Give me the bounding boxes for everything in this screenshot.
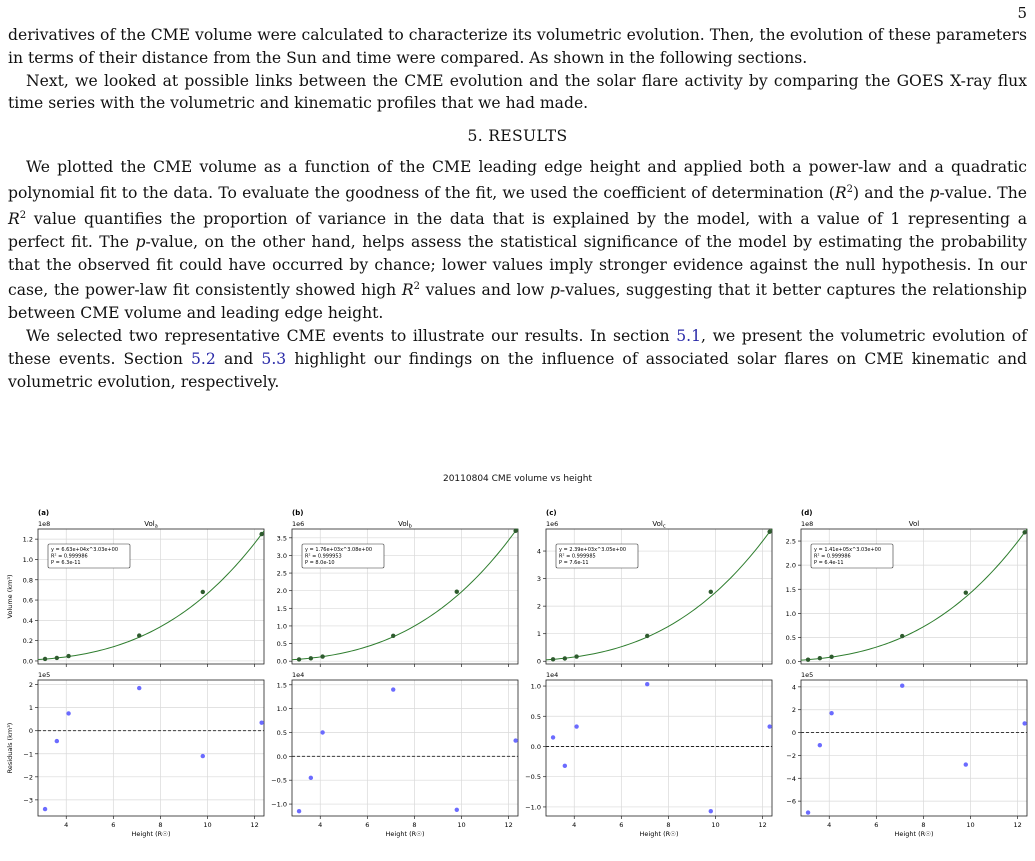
legend-text: y = 1.41e+05x^3.03e+00 xyxy=(814,547,881,553)
data-point xyxy=(829,655,833,659)
y-tick-label: 0 xyxy=(791,729,796,738)
body-text xyxy=(8,24,1027,394)
x-tick-label: 6 xyxy=(365,821,370,829)
y-tick-label: −1.0 xyxy=(525,803,541,812)
residual-point xyxy=(563,764,567,768)
y-tick-label: 1 xyxy=(28,704,33,713)
panel-label: (c) xyxy=(546,509,557,517)
data-point xyxy=(259,532,263,536)
data-point xyxy=(137,633,141,637)
y-tick-label: 2.0 xyxy=(785,561,796,570)
x-tick-label: 12 xyxy=(1013,821,1022,829)
data-point xyxy=(563,656,567,660)
y-tick-label: 4 xyxy=(536,547,541,556)
x-axis-label: Height (R☉) xyxy=(894,830,934,838)
data-point xyxy=(709,590,713,594)
residual-multiplier: 1e4 xyxy=(292,671,305,679)
residual-point xyxy=(137,686,141,690)
y-tick-label: 2.5 xyxy=(276,569,287,578)
y-multiplier: 1e6 xyxy=(292,520,305,528)
residual-frame xyxy=(546,680,772,816)
panel-title: Vol$_a$ xyxy=(144,520,158,530)
y-tick-label: 2.5 xyxy=(785,537,796,546)
y-tick-label: −2 xyxy=(786,751,796,760)
data-point xyxy=(391,634,395,638)
residual-point xyxy=(767,724,771,728)
residual-point xyxy=(66,711,70,715)
residual-point xyxy=(574,724,578,728)
data-point xyxy=(513,529,517,533)
y-tick-label: 0.4 xyxy=(22,616,33,625)
residual-point xyxy=(1022,721,1026,725)
data-point xyxy=(900,634,904,638)
y-tick-label: 1.0 xyxy=(530,682,541,691)
residual-point xyxy=(297,809,301,813)
legend-text: R² = 0.999986 xyxy=(814,553,851,560)
y-tick-label: 0.2 xyxy=(22,637,33,646)
residual-point xyxy=(829,711,833,715)
y-tick-label: 0.0 xyxy=(785,658,796,667)
y-tick-label: 1.0 xyxy=(785,609,796,618)
legend-text: y = 1.76e+03x^3.08e+00 xyxy=(305,547,372,553)
residual-point xyxy=(818,743,822,747)
y-tick-label: 1.5 xyxy=(276,604,287,613)
y-tick-label: 0.5 xyxy=(276,640,287,649)
y-tick-label: −6 xyxy=(786,797,796,806)
panel-c xyxy=(525,509,772,838)
residual-point xyxy=(391,687,395,691)
y-tick-label: −2 xyxy=(23,773,33,782)
x-tick-label: 6 xyxy=(619,821,624,829)
figure-title: 20110804 CME volume vs height xyxy=(442,474,593,484)
y-tick-label: −0.5 xyxy=(271,776,287,785)
residual-multiplier: 1e5 xyxy=(38,671,51,679)
legend-text: y = 6.63e+04x^3.03e+00 xyxy=(51,547,118,553)
section-ref-5-2[interactable]: 5.2 xyxy=(191,349,216,368)
residual-point xyxy=(320,730,324,734)
y-tick-label: 1.0 xyxy=(22,555,33,564)
legend-text: P = 6.4e-11 xyxy=(814,560,844,566)
x-tick-label: 6 xyxy=(874,821,879,829)
residual-point xyxy=(964,762,968,766)
paragraph-3: We plotted the CME volume as a function of the CME leading edge height and applied both a power-law and a quadratic polynomial fit to the data. To evaluate the goodness of the fit, we used the coefficient of determination $(R^2)$ and the p-value. The $R^2$ value quantifies the proportion of variance in the data that is explained by the model, with a value of 1 representing a perfect fit. The p-value, on the other hand, helps assess the statistical significance of the model by estimating the probability that the observed fit could have occurred by chance; lower values imply stronger evidence against the null hypothesis. In our case, the power-law fit consistently showed high $R^2$ values and low p-values, suggesting that it better captures the relationship between CME volume and leading edge height. xyxy=(8,157,1027,323)
x-tick-label: 12 xyxy=(758,821,767,829)
x-tick-label: 6 xyxy=(111,821,116,829)
panel-title: Vol xyxy=(908,520,920,528)
residual-point xyxy=(55,739,59,743)
panel-label: (a) xyxy=(38,509,50,517)
legend-text: R² = 0.999986 xyxy=(51,553,88,560)
data-point xyxy=(964,590,968,594)
panel-title: Vol$_c$ xyxy=(652,520,666,530)
x-tick-label: 12 xyxy=(250,821,259,829)
legend-text: y = 2.39e+03x^3.05e+00 xyxy=(559,547,626,553)
section-ref-5-1[interactable]: 5.1 xyxy=(676,327,702,346)
data-point xyxy=(818,656,822,660)
data-point xyxy=(574,654,578,658)
y-tick-label: −1 xyxy=(23,750,33,759)
x-tick-label: 10 xyxy=(966,821,975,829)
legend-text: P = 6.3e-11 xyxy=(51,560,81,566)
y-tick-label: 0 xyxy=(536,657,541,666)
y-tick-label: 0.5 xyxy=(276,728,287,737)
y-tick-label: 0.0 xyxy=(530,742,541,751)
data-point xyxy=(309,656,313,660)
panel-title: Vol$_b$ xyxy=(398,520,412,530)
residual-point xyxy=(806,810,810,814)
residual-point xyxy=(259,720,263,724)
legend-text: P = 8.0e-10 xyxy=(305,560,335,566)
residual-point xyxy=(645,682,649,686)
section-ref-5-3[interactable]: 5.3 xyxy=(261,349,287,368)
x-tick-label: 8 xyxy=(666,821,671,829)
y-multiplier: 1e8 xyxy=(801,520,814,528)
y-tick-label: 4 xyxy=(791,683,796,692)
y-tick-label: −0.5 xyxy=(525,773,541,782)
residual-multiplier: 1e4 xyxy=(546,671,559,679)
y-tick-label: 1.2 xyxy=(22,535,33,544)
x-tick-label: 10 xyxy=(203,821,212,829)
y-tick-label: 0.0 xyxy=(22,657,33,666)
x-tick-label: 10 xyxy=(457,821,466,829)
residual-point xyxy=(43,807,47,811)
x-tick-label: 12 xyxy=(504,821,513,829)
panel-label: (b) xyxy=(292,509,304,517)
legend-text: R² = 0.999985 xyxy=(559,553,596,560)
x-axis-label: Height (R☉) xyxy=(385,830,425,838)
y-tick-label: 1.5 xyxy=(276,681,287,690)
y-tick-label: 0.8 xyxy=(22,576,33,585)
y-tick-label: 1 xyxy=(536,630,541,639)
data-point xyxy=(43,657,47,661)
residual-frame xyxy=(292,680,518,816)
y-tick-label: 2.0 xyxy=(276,587,287,596)
residual-point xyxy=(709,809,713,813)
x-tick-label: 4 xyxy=(64,821,69,829)
residual-point xyxy=(201,754,205,758)
y-axis-label: Volume (km³) xyxy=(6,574,14,619)
panel-title-subscript: c xyxy=(662,523,666,530)
x-axis-label: Height (R☉) xyxy=(639,830,679,838)
x-axis-label: Height (R☉) xyxy=(131,830,171,838)
panel-d xyxy=(786,509,1027,838)
x-tick-label: 4 xyxy=(572,821,577,829)
data-point xyxy=(320,654,324,658)
y-tick-label: 2 xyxy=(28,681,33,690)
x-tick-label: 8 xyxy=(921,821,926,829)
y-tick-label: 0.5 xyxy=(530,712,541,721)
y-tick-label: −3 xyxy=(23,796,33,805)
legend-text: P = 7.6e-11 xyxy=(559,560,589,566)
y-tick-label: 0.0 xyxy=(276,657,287,666)
data-point xyxy=(297,657,301,661)
residual-frame xyxy=(38,680,264,816)
data-point xyxy=(55,656,59,660)
y-tick-label: 3.0 xyxy=(276,551,287,560)
residual-multiplier: 1e5 xyxy=(801,671,814,679)
data-point xyxy=(767,530,771,534)
x-tick-label: 8 xyxy=(412,821,417,829)
paragraph-2: Next, we looked at possible links between the CME evolution and the solar flare activity by comparing the GOES X-ray flux time series with the volumetric and kinematic profiles that we had made. xyxy=(8,71,1027,113)
y-tick-label: 0.6 xyxy=(22,596,33,605)
page-number: 5 xyxy=(1017,4,1027,22)
residual-point xyxy=(513,738,517,742)
figure-panels xyxy=(0,481,1035,861)
y-tick-label: −1.0 xyxy=(271,800,287,809)
x-tick-label: 4 xyxy=(827,821,832,829)
y-tick-label: 3 xyxy=(536,575,541,584)
y-tick-label: 0.0 xyxy=(276,752,287,761)
y-multiplier: 1e8 xyxy=(38,520,51,528)
data-point xyxy=(806,657,810,661)
data-point xyxy=(201,590,205,594)
y-tick-label: 1.0 xyxy=(276,705,287,714)
y-tick-label: 2 xyxy=(536,602,541,611)
x-tick-label: 4 xyxy=(318,821,323,829)
y-tick-label: 0.5 xyxy=(785,633,796,642)
residual-point xyxy=(455,808,459,812)
y-tick-label: 3.5 xyxy=(276,534,287,543)
panel-b xyxy=(271,509,518,838)
paragraph-4: We selected two representative CME events to illustrate our results. In section 5.1, we present the volumetric evolution of these events. Section 5.2 and 5.3 highlight our findings on the influence of associated solar flares on CME kinematic and volumetric evolution, respectively. xyxy=(8,327,1027,391)
legend-text: R² = 0.999953 xyxy=(305,553,342,560)
y-tick-label: −4 xyxy=(786,774,796,783)
residual-frame xyxy=(801,680,1027,816)
panel-label: (d) xyxy=(801,509,813,517)
residual-axis-label: Residuals (km³) xyxy=(6,722,14,774)
y-tick-label: 1.0 xyxy=(276,622,287,631)
paragraph-1: derivatives of the CME volume were calculated to characterize its volumetric evolution. Then, the evolution of these parameters in terms of their distance from the Sun and time were compared. As shown in the following sections. xyxy=(8,26,1027,67)
panel-a xyxy=(6,509,264,838)
y-tick-label: 1.5 xyxy=(785,585,796,594)
data-point xyxy=(645,634,649,638)
data-point xyxy=(1022,530,1026,534)
y-multiplier: 1e6 xyxy=(546,520,559,528)
x-tick-label: 8 xyxy=(158,821,163,829)
residual-point xyxy=(309,776,313,780)
residual-point xyxy=(900,684,904,688)
data-point xyxy=(551,657,555,661)
panel-title-subscript: a xyxy=(154,523,158,530)
data-point xyxy=(455,590,459,594)
residual-point xyxy=(551,735,555,739)
panel-title-subscript: b xyxy=(408,523,412,530)
section-title: 5. RESULTS xyxy=(467,127,568,146)
data-point xyxy=(66,654,70,658)
y-tick-label: 2 xyxy=(791,706,796,715)
x-tick-label: 10 xyxy=(711,821,720,829)
y-tick-label: 0 xyxy=(28,727,33,736)
